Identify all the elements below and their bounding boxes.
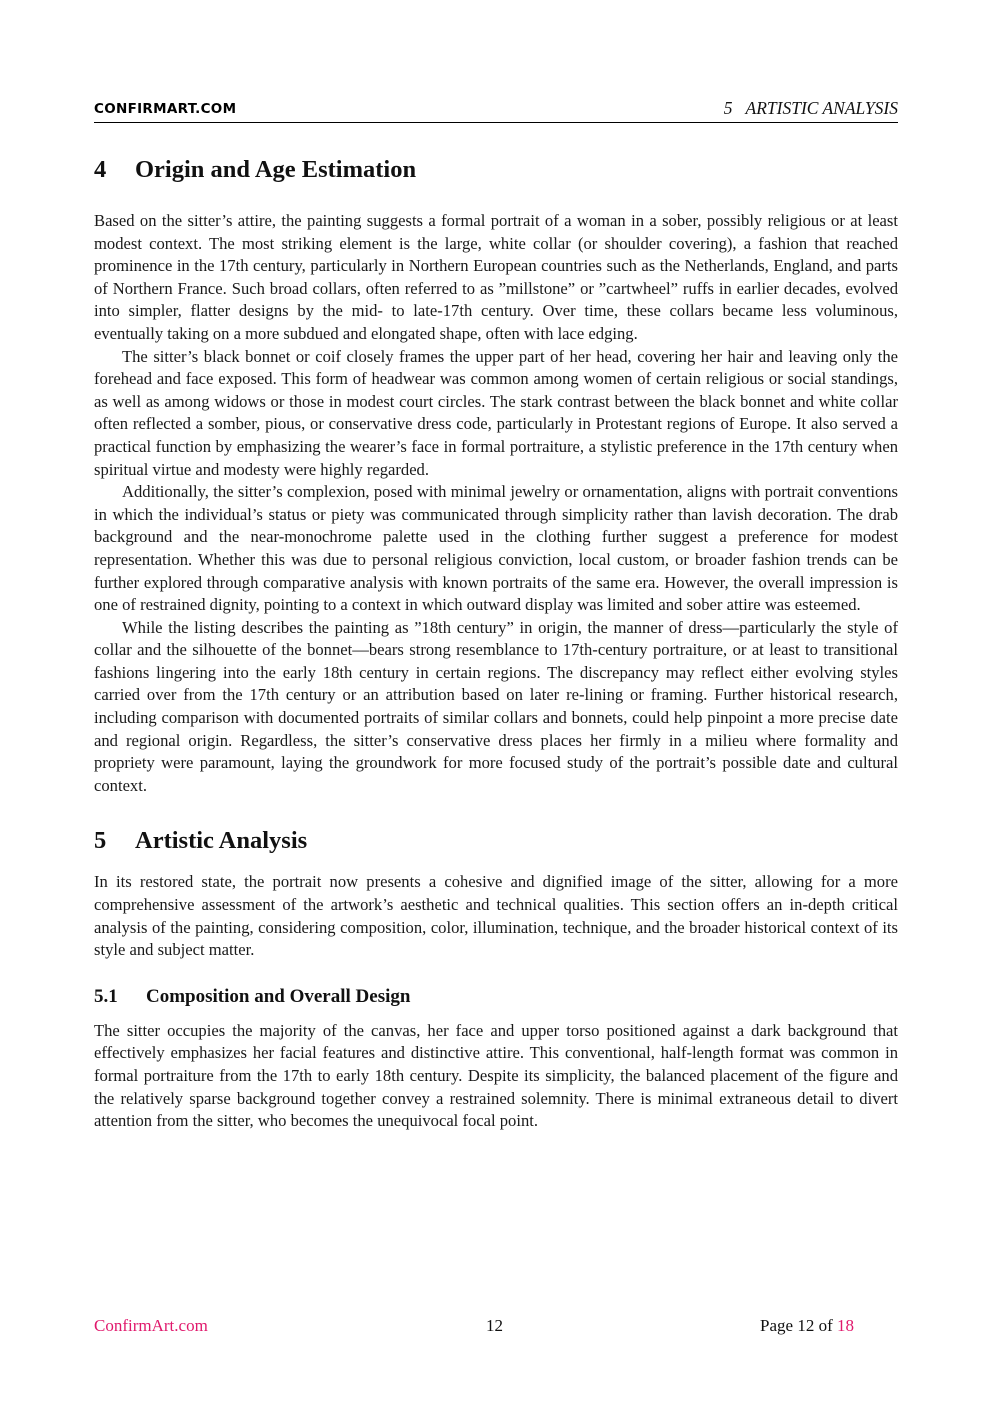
- footer-page-count: [760, 1316, 854, 1336]
- paragraph: In its restored state, the portrait now presents a cohesive and dignified image of the sitter, allowing for a more comprehensive assessment of the artwork’s aesthetic and technical qualities. This section offers an in-depth critical analysis of the painting, considering composition, color, illumination, technique, and the broader historical context of its style and subject matter.: [94, 872, 898, 960]
- paragraph: The sitter’s black bonnet or coif closely frames the upper part of her head, covering her hair and leaving only the forehead and face exposed. This form of headwear was common among women of certain religious or social standings, as well as among widows or those in modest court circles. The stark contrast between the black bonnet and white collar often reflected a somber, pious, or conservative dress code, particularly in Protestant regions of Europe. It also served a practical function by emphasizing the wearer’s face in formal portraiture, a stylistic preference in the 17th century when spiritual virtue and modesty were highly regarded.: [94, 346, 898, 479]
- header-section-title: [724, 98, 898, 119]
- header-section-number: 5: [723, 98, 733, 118]
- paragraph: Based on the sitter’s attire, the painting suggests a formal portrait of a woman in a sober, possibly religious or at least modest context. The most striking element is the large, white collar (or shoulder covering), a fashion that reached prominence in the 17th century, particularly in Northern European countries such as the Netherlands, England, and parts of Northern France. Such broad collars, often referred to as ”millstone” or ”cartwheel” ruffs in earlier decades, evolved into simpler, flatter designs by the mid- to late-17th century. Over time, these collars became less voluminous, eventually taking on a more subdued and elongated shape, often with lace edging.: [94, 211, 898, 343]
- section-5-heading: [94, 827, 898, 855]
- section-title: Origin and Age Estimation: [135, 156, 417, 183]
- page-footer: [94, 1316, 854, 1340]
- section-4-heading: [94, 156, 898, 184]
- header-logo: CONFIRMART.COM: [94, 101, 237, 117]
- paragraph: While the listing describes the painting as ”18th century” in origin, the manner of dress—particularly the style of collar and the silhouette of the bonnet—bears strong resemblance to 17th-century portraiture, or at least to transitional fashions lingering into the early 18th century in certain regions. The discrepancy may reflect either evolving styles carried over from the 17th century or an attribution based on later re-lining or framing. Further historical research, including comparison with documented portraits of similar collars and bonnets, could help pinpoint a more precise date and regional origin. Regardless, the sitter’s conservative dress places her firmly in a milieu where formality and propriety were paramount, laying the groundwork for more focused study of the portrait’s possible date and cultural context.: [94, 617, 898, 795]
- section-number: 5: [94, 827, 107, 855]
- paragraph: The sitter occupies the majority of the canvas, her face and upper torso positioned against a dark background that effectively emphasizes her facial features and distinctive attire. This conventional, half-length format was common in formal portraiture from the 17th to early 18th century. Despite its simplicity, the balanced placement of the figure and the relatively sparse background together convey a restrained solemnity. There is minimal extraneous detail to divert attention from the sitter, who becomes the unequivocal focal point.: [94, 1020, 898, 1131]
- section-title: Artistic Analysis: [135, 827, 308, 855]
- footer-site-link[interactable]: ConfirmArt.com: [94, 1316, 208, 1335]
- footer-total-pages-link[interactable]: 18: [837, 1316, 854, 1335]
- running-header: [94, 98, 898, 123]
- footer-page-number: 12: [486, 1316, 503, 1335]
- header-section-label: ARTISTIC ANALYSIS: [745, 98, 898, 118]
- footer-page-prefix: Page 12 of: [760, 1316, 833, 1335]
- section-number: 4: [94, 156, 107, 183]
- subsection-number: 5.1: [94, 985, 118, 1007]
- subsection-5-1-heading: [94, 986, 898, 1008]
- paragraph: Additionally, the sitter’s complexion, posed with minimal jewelry or ornamentation, aligns with portrait conventions in which the individual’s status or piety was communicated through simplicity rather than lavish decoration. The drab background and the near-monochrome palette used in the clothing further suggest a preference for modest representation. Whether this was due to personal religious conviction, local custom, or broader fashion trends can be further explored through comparative analysis with known portraits of the same era. However, the overall impression is one of restrained dignity, pointing to a context in which outward display was limited and sober attire was esteemed.: [94, 482, 898, 615]
- main-content: [94, 156, 898, 1133]
- subsection-title: Composition and Overall Design: [146, 985, 411, 1007]
